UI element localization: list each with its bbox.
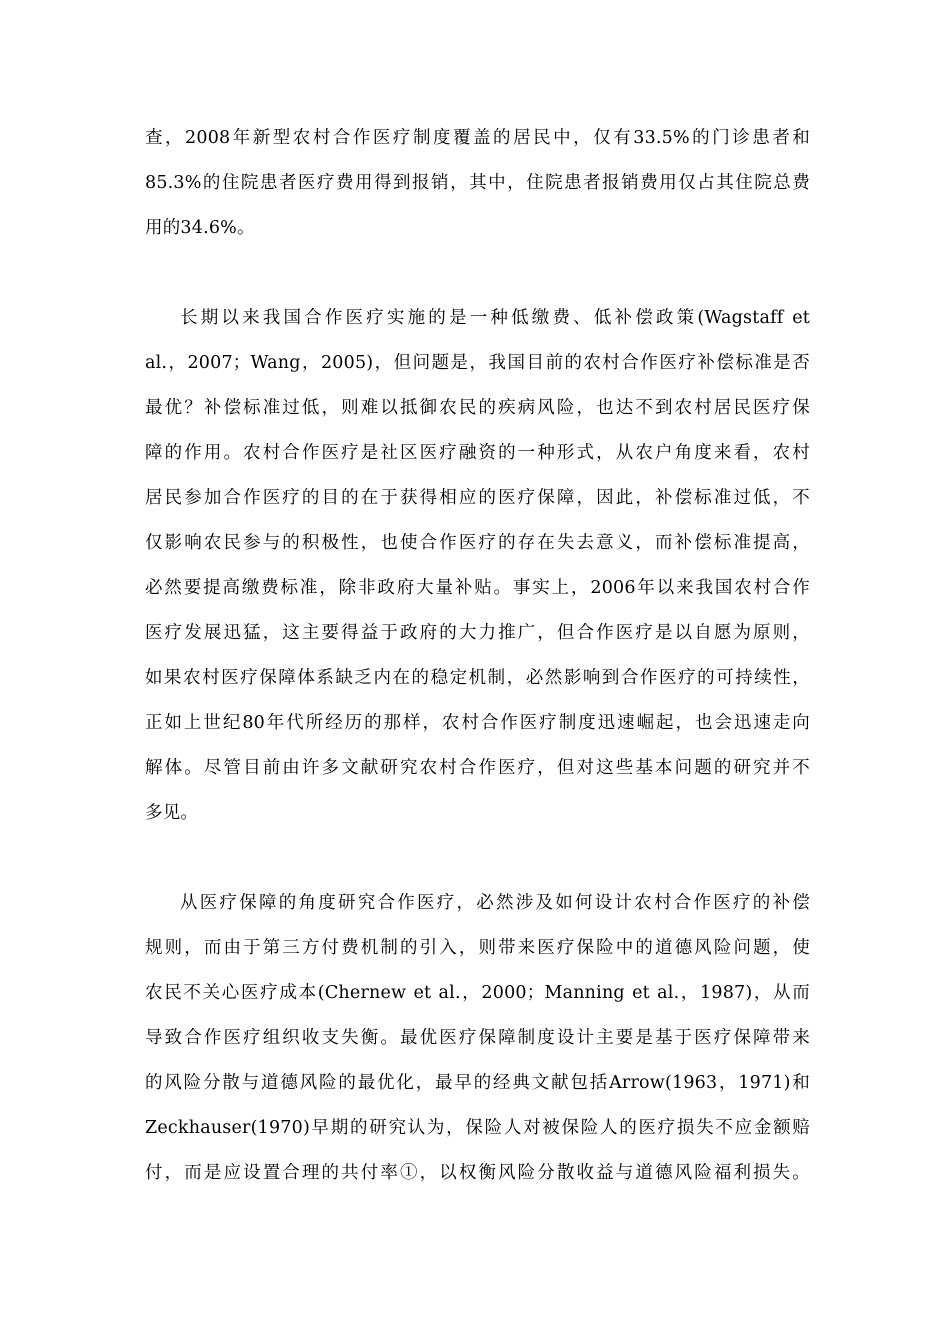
paragraph-2-line-9: 如果农村医疗保障体系缺乏内在的稳定机制，必然影响到合作医疗的可持续性， <box>145 668 810 688</box>
paragraph-1-line-1: 查，2008年新型农村合作医疗制度覆盖的居民中，仅有33.5%的门诊患者和 <box>145 128 810 148</box>
paragraph-2-line-10: 正如上世纪80年代所经历的那样，农村合作医疗制度迅速崛起，也会迅速走向 <box>145 713 810 733</box>
paragraph-2-line-12: 多见。 <box>145 803 199 823</box>
paragraph-2-line-2: al.，2007；Wang，2005)，但问题是，我国目前的农村合作医疗补偿标准是否 <box>145 353 810 373</box>
paragraph-2-line-5: 居民参加合作医疗的目的在于获得相应的医疗保障，因此，补偿标准过低，不 <box>145 488 810 508</box>
paragraph-3-line-6: Zeckhauser(1970)早期的研究认为，保险人对被保险人的医疗损失不应金额赔 <box>145 1118 810 1138</box>
paragraph-2-line-8: 医疗发展迅猛，这主要得益于政府的大力推广，但合作医疗是以自愿为原则， <box>145 623 810 643</box>
paragraph-3-line-4: 导致合作医疗组织收支失衡。最优医疗保障制度设计主要是基于医疗保障带来 <box>145 1028 810 1048</box>
paragraph-2-line-3: 最优？补偿标准过低，则难以抵御农民的疾病风险，也达不到农村居民医疗保 <box>145 398 810 418</box>
paragraph-2-line-7: 必然要提高缴费标准，除非政府大量补贴。事实上，2006年以来我国农村合作 <box>145 578 810 598</box>
paragraph-2-line-6: 仅影响农民参与的积极性，也使合作医疗的存在失去意义，而补偿标准提高， <box>145 533 810 553</box>
paragraph-2-line-4: 障的作用。农村合作医疗是社区医疗融资的一种形式，从农户角度来看，农村 <box>145 443 810 463</box>
paragraph-3-line-1: 从医疗保障的角度研究合作医疗，必然涉及如何设计农村合作医疗的补偿 <box>180 893 810 913</box>
paragraph-3-line-3: 农民不关心医疗成本(Chernew et al.，2000；Manning et al.，1987)，从而 <box>145 983 810 1003</box>
paragraph-1-line-3: 用的34.6%。 <box>145 218 255 238</box>
paragraph-3-line-7: 付，而是应设置合理的共付率①，以权衡风险分散收益与道德风险福利损失。 <box>145 1163 810 1183</box>
paragraph-2-line-11: 解体。尽管目前由许多文献研究农村合作医疗，但对这些基本问题的研究并不 <box>145 758 810 778</box>
paragraph-2-line-1: 长期以来我国合作医疗实施的是一种低缴费、低补偿政策(Wagstaff et <box>180 308 810 328</box>
paragraph-3-line-2: 规则，而由于第三方付费机制的引入，则带来医疗保险中的道德风险问题，使 <box>145 938 810 958</box>
paragraph-1-line-2: 85.3%的住院患者医疗费用得到报销，其中，住院患者报销费用仅占其住院总费 <box>145 173 810 193</box>
paragraph-3-line-5: 的风险分散与道德风险的最优化，最早的经典文献包括Arrow(1963，1971)和 <box>145 1073 810 1093</box>
